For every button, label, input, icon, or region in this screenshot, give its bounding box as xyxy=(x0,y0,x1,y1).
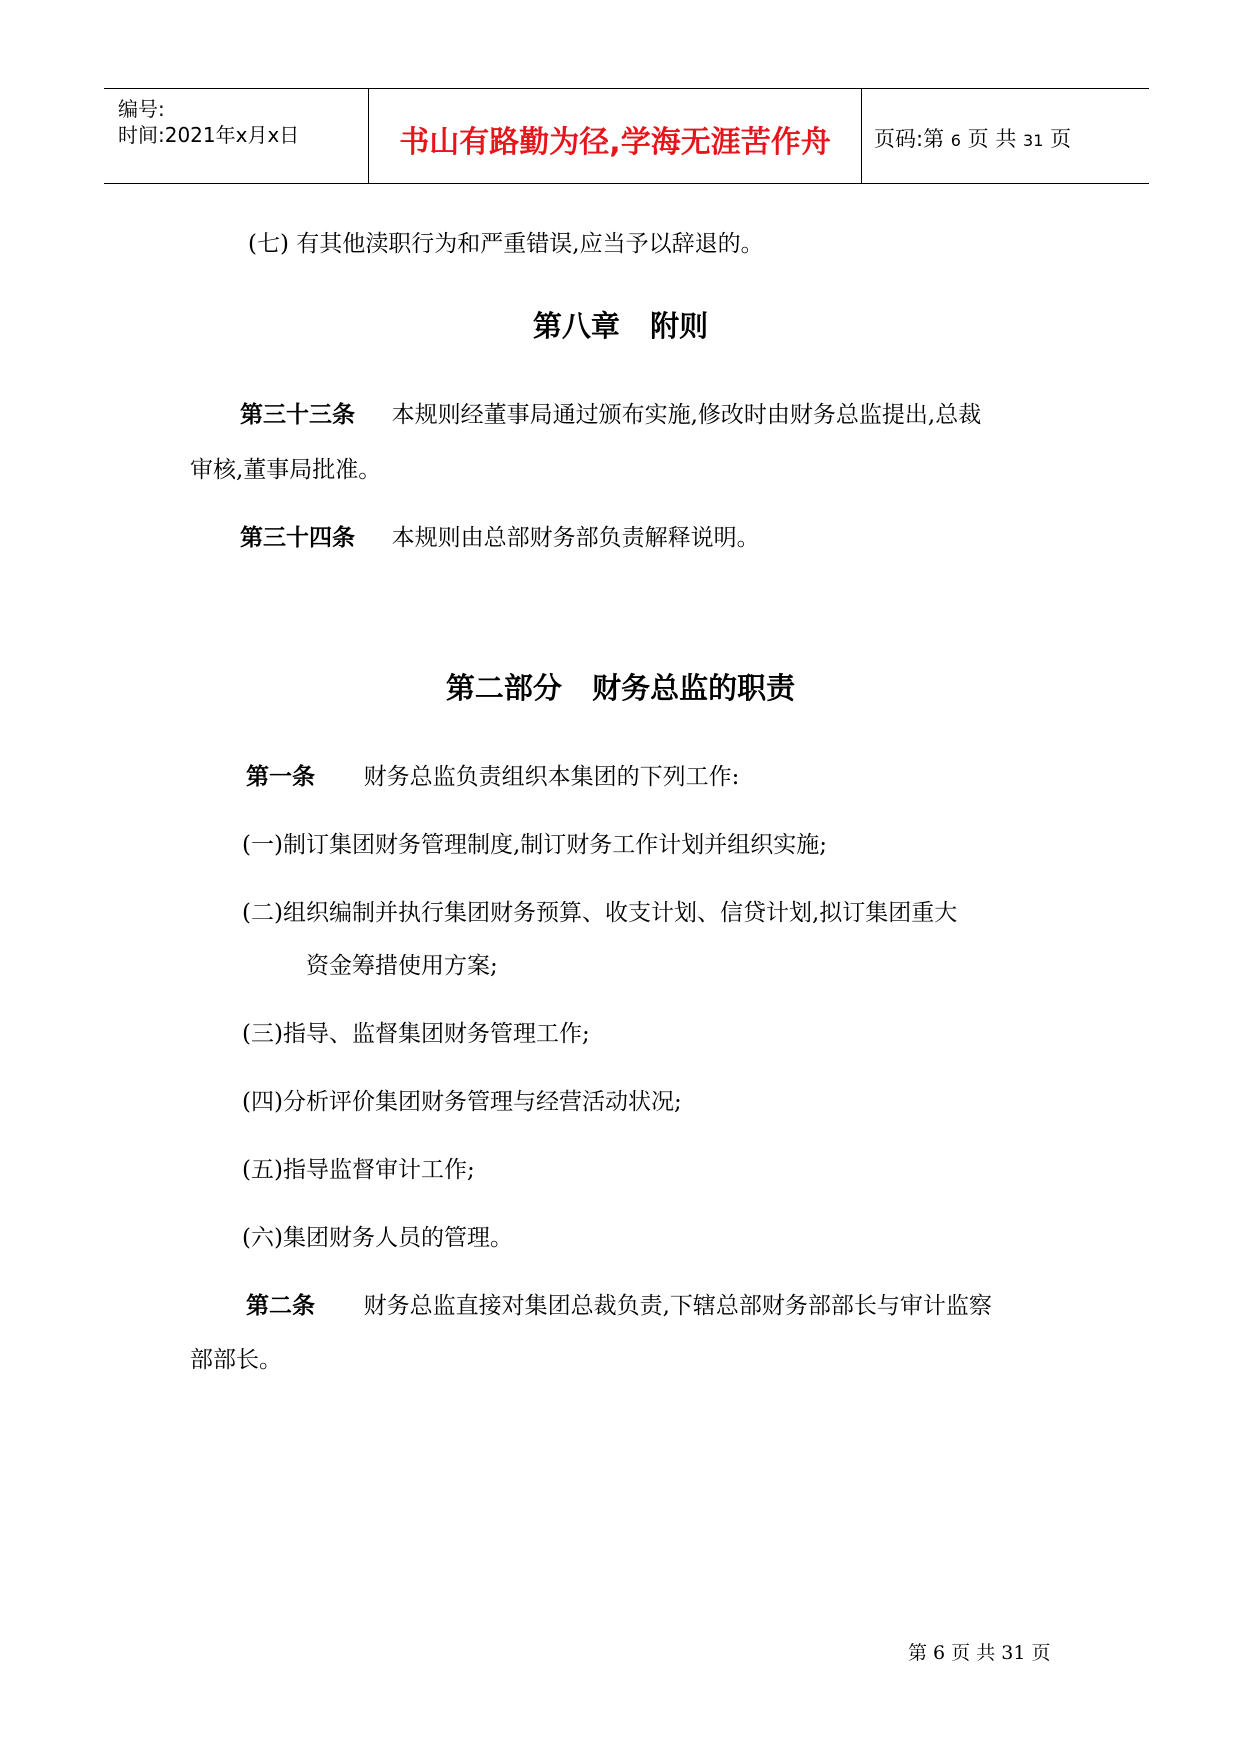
article-34-text: 本规则由总部财务部负责解释说明。 xyxy=(391,525,760,551)
doc-time-label: 时间:2021年x月x日 xyxy=(118,123,300,147)
article-33-title: 第三十三条 xyxy=(240,402,355,428)
article-1-title: 第一条 xyxy=(246,764,315,790)
list-item: (六)集团财务人员的管理。 xyxy=(242,1225,513,1251)
page-footer: 第 6 页 共 31 页 xyxy=(908,1642,1051,1664)
page-number: 6 xyxy=(950,131,961,150)
list-item: (三)指导、监督集团财务管理工作; xyxy=(242,1021,590,1047)
article-1-text: 财务总监负责组织本集团的下列工作: xyxy=(363,764,740,790)
list-item: (五)指导监督审计工作; xyxy=(242,1157,475,1183)
article-33-line2: 审核,董事局批准。 xyxy=(190,457,382,483)
header-page-cell xyxy=(862,89,1149,183)
page-total: 31 xyxy=(1023,131,1044,150)
list-item: (一)制订集团财务管理制度,制订财务工作计划并组织实施; xyxy=(242,832,828,858)
header-page-info xyxy=(874,123,1071,153)
article-2-text: 财务总监直接对集团总裁负责,下辖总部财务部部长与审计监察 xyxy=(363,1293,992,1319)
article-2-line1 xyxy=(246,1291,992,1321)
article-33-line1 xyxy=(240,400,981,430)
doc-number-label: 编号: xyxy=(118,97,165,121)
list-item: (四)分析评价集团财务管理与经营活动状况; xyxy=(242,1089,682,1115)
part-two-heading: 第二部分 财务总监的职责 xyxy=(445,671,796,705)
article-1 xyxy=(246,762,739,792)
item-seven: (七) 有其他渎职行为和严重错误,应当予以辞退的。 xyxy=(248,231,764,257)
header-motto-cell xyxy=(369,89,862,183)
chapter-eight-heading: 第八章 附则 xyxy=(532,309,709,343)
page-prefix: 页码:第 xyxy=(874,127,945,151)
header-meta xyxy=(104,89,369,183)
article-2-title: 第二条 xyxy=(246,1293,315,1319)
list-item: (二)组织编制并执行集团财务预算、收支计划、信贷计划,拟订集团重大 xyxy=(242,900,958,926)
list-item-continuation: 资金筹措使用方案; xyxy=(306,953,498,979)
page-mid: 页 共 xyxy=(967,127,1017,151)
page-header xyxy=(104,88,1149,184)
page-suffix: 页 xyxy=(1050,127,1072,151)
article-34-title: 第三十四条 xyxy=(240,525,355,551)
header-motto: 书山有路勤为径,学海无涯苦作舟 xyxy=(399,125,831,160)
article-34 xyxy=(240,523,760,553)
article-2-line2: 部部长。 xyxy=(190,1347,282,1373)
article-33-text: 本规则经董事局通过颁布实施,修改时由财务总监提出,总裁 xyxy=(391,402,982,428)
